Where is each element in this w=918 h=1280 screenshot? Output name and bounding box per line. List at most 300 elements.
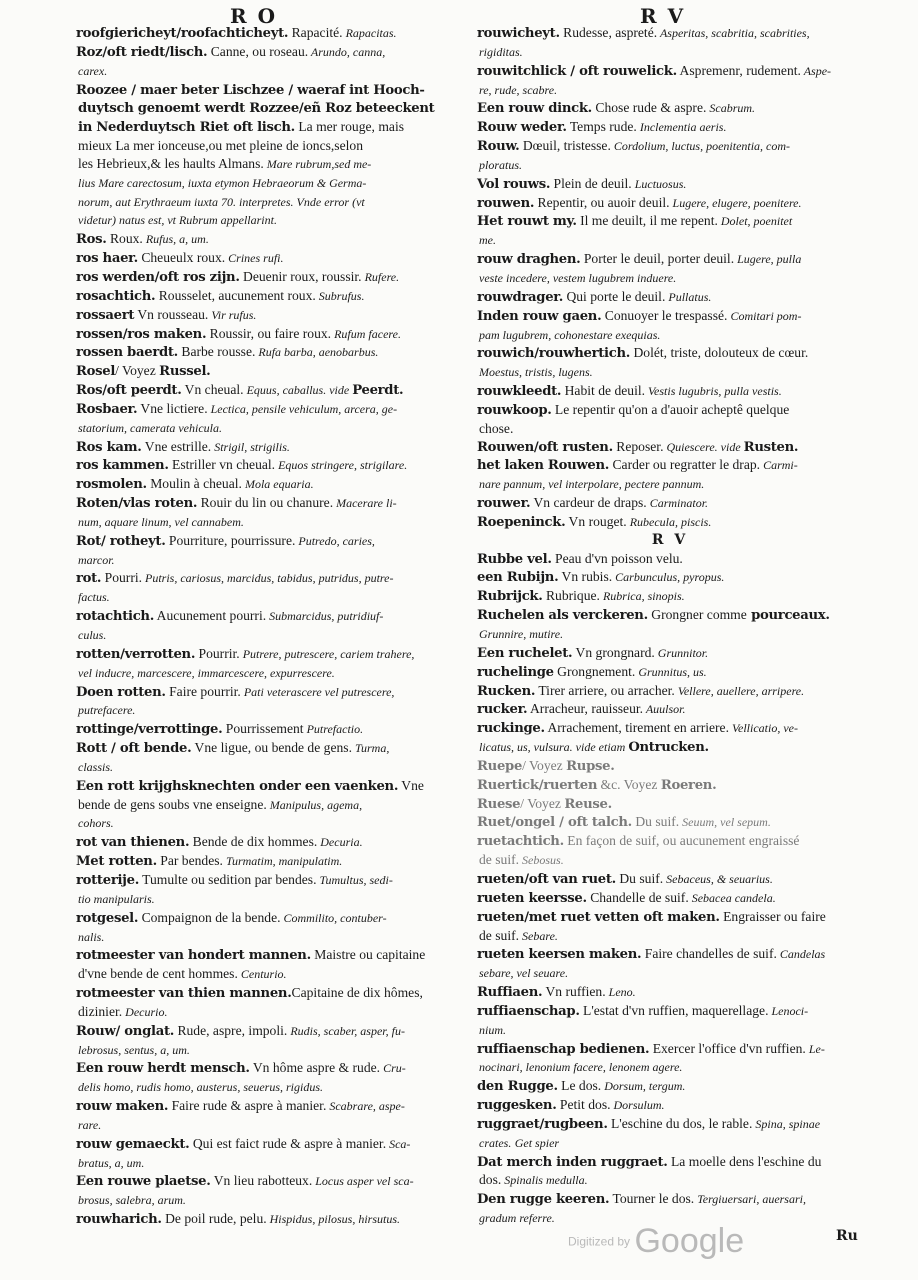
entry-line <box>477 870 863 889</box>
headword: rossen/ros maken. <box>76 326 207 342</box>
cross-reference: Rusten. <box>743 439 799 455</box>
french-gloss: Qui porte le deuil. <box>563 288 666 304</box>
headword: rouwitchlick / oft rouwelick. <box>477 63 677 79</box>
headword: in Nederduytsch Riet oft lisch. <box>78 120 295 136</box>
dictionary-entry <box>76 43 464 81</box>
entry-continuation <box>76 1154 464 1173</box>
dictionary-entry <box>76 683 464 721</box>
french-gloss: De poil rude, pelu. <box>161 1211 267 1227</box>
latin-gloss: Decuria. <box>317 835 363 850</box>
dictionary-entry <box>76 362 464 381</box>
headword: rotten/verrotten. <box>76 646 196 662</box>
latin-gloss: veste incedere, vestem lugubrem induere. <box>479 270 677 285</box>
headword: Ros kam. <box>76 439 142 455</box>
entry-line <box>76 81 464 100</box>
entry-line <box>477 62 863 81</box>
headword: ruckinge. <box>477 721 545 737</box>
headword: Ros. <box>76 232 107 248</box>
latin-gloss: delis homo, rudis homo, austerus, seuerus, rigidus. <box>78 1080 324 1095</box>
latin-gloss: crates. <box>479 1135 512 1150</box>
headword: rouwicheyt. <box>477 26 560 41</box>
french-gloss: Maistre ou capitaine <box>310 947 426 963</box>
entry-continuation <box>76 118 464 137</box>
latin-gloss: Locus asper vel sca- <box>312 1174 414 1189</box>
dictionary-entry <box>477 1077 863 1096</box>
entry-continuation <box>76 551 464 570</box>
entry-continuation <box>477 964 863 983</box>
french-gloss: de suif. <box>479 852 520 868</box>
dictionary-entry <box>477 401 863 438</box>
entry-continuation <box>76 588 464 607</box>
entry-line <box>76 268 464 287</box>
entry-line <box>76 1022 464 1041</box>
cross-reference: Peerdt. <box>352 383 404 399</box>
french-gloss: En façon de suif, ou aucunement engraissé <box>563 833 800 849</box>
dictionary-entry <box>76 306 464 325</box>
latin-gloss: Carminator. <box>646 496 709 511</box>
entry-continuation <box>477 231 863 250</box>
latin-gloss: Comitari pom- <box>727 308 802 323</box>
dictionary-entry <box>477 175 863 194</box>
french-gloss: Estriller vn cheual. <box>168 457 276 473</box>
latin-gloss: Leno. <box>605 985 636 1000</box>
headword: Roten/vlas roten. <box>76 496 198 512</box>
french-gloss: Arracheur, rauisseur. <box>527 701 644 717</box>
headword: roofgiericheyt/roofachticheyt. <box>76 26 289 41</box>
french-gloss: Reposer. <box>612 438 664 454</box>
latin-gloss: Vellere, auellere, arripere. <box>674 683 805 698</box>
dictionary-entry <box>76 230 464 249</box>
dictionary-entry <box>76 720 464 739</box>
headword: rucker. <box>477 702 528 718</box>
french-gloss: Pourri. <box>101 570 143 586</box>
latin-gloss: rigiditas. <box>479 44 523 59</box>
french-gloss: dos. <box>479 1172 502 1188</box>
french-gloss: Par bendes. <box>156 853 223 869</box>
dictionary-entry <box>477 719 863 757</box>
french-gloss: Carder ou regratter le drap. <box>609 457 761 473</box>
latin-gloss: Spinalis medulla. <box>501 1173 588 1188</box>
entry-continuation <box>76 1041 464 1060</box>
latin-gloss: Vestis lugubris, pulla vestis. <box>645 384 782 399</box>
latin-gloss: Moestus, tristis, lugens. <box>479 365 593 380</box>
french-gloss: Faire chandelles de suif. <box>641 946 777 962</box>
latin-gloss: Crines rufi. <box>225 251 284 266</box>
headword: Rosbaer. <box>76 401 138 417</box>
french-gloss: Tourner le dos. <box>609 1191 695 1207</box>
entry-line <box>477 99 863 118</box>
latin-gloss: Dorsum, tergum. <box>601 1079 686 1094</box>
latin-gloss: re, rude, scabre. <box>479 82 558 97</box>
dictionary-entry <box>76 343 464 362</box>
french-gloss: Grongner comme <box>647 607 747 623</box>
dictionary-entry <box>76 81 464 231</box>
french-gloss: de suif. <box>479 927 520 943</box>
latin-gloss: Auulsor. <box>643 702 686 717</box>
dictionary-entry <box>76 1210 464 1229</box>
dictionary-entry <box>477 118 863 137</box>
headword: Ruepe <box>477 758 523 774</box>
entry-line <box>76 852 464 871</box>
entry-continuation <box>76 193 464 212</box>
latin-gloss: nium. <box>479 1022 506 1037</box>
headword: rouw draghen. <box>477 252 581 268</box>
headword: rossen baerdt. <box>76 345 178 361</box>
headword: Rouw. <box>477 139 520 155</box>
entry-continuation <box>477 927 863 946</box>
header-right: R V <box>640 4 686 28</box>
headword: rueten keersen maken. <box>477 947 642 963</box>
latin-gloss: Centurio. <box>237 967 287 982</box>
dictionary-entry <box>477 700 863 719</box>
latin-gloss: Putris, cariosus, marcidus, tabidus, putridus, putre- <box>142 571 394 586</box>
entry-line <box>76 777 464 796</box>
entry-continuation <box>477 156 863 175</box>
latin-gloss: Inclementia aeris. <box>636 120 727 135</box>
french-gloss: L'estat d'vn ruffien, maquerellage. <box>579 1002 769 1018</box>
french-gloss: Du suif. <box>615 870 664 886</box>
headword: rueten/met ruet vetten oft maken. <box>477 909 720 925</box>
french-gloss: Vne <box>398 777 424 793</box>
latin-gloss: Aspe- <box>800 63 832 78</box>
entry-line <box>477 288 863 307</box>
dictionary-entry <box>477 1096 863 1115</box>
entry-line <box>76 946 464 965</box>
latin-gloss: Strigil, strigilis. <box>211 439 290 454</box>
entry-continuation <box>76 1116 464 1135</box>
dictionary-entry <box>477 250 863 288</box>
french-gloss: Faire rude & aspre à manier. <box>168 1098 327 1114</box>
latin-gloss: Carbunculus, pyropus. <box>612 570 725 585</box>
french-gloss: Barbe rousse. <box>177 344 256 360</box>
headword: rot. <box>76 571 102 587</box>
french-gloss: Porter le deuil, porter deuil. <box>580 251 735 267</box>
entry-line <box>76 645 464 664</box>
entry-line <box>477 307 863 326</box>
french-gloss: Moulin à cheual. <box>146 476 242 492</box>
section-heading: R V <box>651 531 689 548</box>
french-gloss: Roux. <box>106 231 143 247</box>
dictionary-entry <box>477 1153 863 1191</box>
french-gloss: Le repentir qu'on a d'auoir acheptê quelque <box>551 401 790 417</box>
entry-line <box>477 344 863 363</box>
dictionary-entry <box>477 889 863 908</box>
latin-gloss: Mola equaria. <box>241 477 314 492</box>
entry-continuation <box>76 155 464 174</box>
cross-reference: Reuse. <box>564 796 612 812</box>
cross-reference: Roeren. <box>660 777 717 793</box>
dictionary-entry <box>76 833 464 852</box>
dictionary-entry <box>477 1115 863 1153</box>
french-gloss: Il me deuilt, il me repent. <box>576 213 718 229</box>
entry-continuation <box>76 1078 464 1097</box>
latin-gloss: pam lugubrem, cohonestare exequias. <box>479 327 661 342</box>
latin-gloss: Scabrare, aspe- <box>326 1099 405 1114</box>
latin-gloss: sebare, vel seuare. <box>479 966 569 981</box>
french-gloss: Chose rude & aspre. <box>591 100 707 116</box>
entry-continuation <box>477 326 863 345</box>
dictionary-entry <box>76 249 464 268</box>
entry-line <box>477 832 863 851</box>
french-gloss: Le dos. <box>557 1078 602 1094</box>
latin-gloss: tio manipularis. <box>78 891 155 906</box>
latin-gloss: rare. <box>78 1117 102 1132</box>
entry-continuation <box>477 851 863 870</box>
french-gloss: les Hebrieux,& les haults Almans. <box>78 155 264 171</box>
latin-gloss: Pullatus. <box>665 289 712 304</box>
french-gloss: Vn rubis. <box>558 569 613 585</box>
dictionary-entry <box>76 381 464 400</box>
french-gloss: Vn hôme aspre & rude. <box>249 1060 381 1076</box>
french-gloss: / Voyez <box>522 757 567 773</box>
entry-line <box>76 438 464 457</box>
dictionary-entry <box>76 268 464 287</box>
latin-gloss: Putrere, putrescere, cariem trahere, <box>239 646 415 661</box>
latin-gloss: Putrefactio. <box>303 722 364 737</box>
entry-line <box>477 568 863 587</box>
entry-line <box>477 1153 863 1172</box>
headword: Ruffiaen. <box>477 985 543 1001</box>
latin-gloss: lius Mare carectosum, iuxta etymon Hebraeorum & Germa- <box>78 175 367 190</box>
french-gloss: Aspremenr, rudement. <box>676 62 801 78</box>
entry-line <box>76 871 464 890</box>
headword: Ruchelen als verckeren. <box>477 608 648 624</box>
headword: Den rugge keeren. <box>477 1192 610 1208</box>
entry-line <box>76 249 464 268</box>
french-gloss: Rousselet, aucunement roux. <box>155 287 316 303</box>
entry-line <box>76 909 464 928</box>
headword: Rouw weder. <box>477 120 567 136</box>
latin-gloss: Turma, <box>351 741 390 756</box>
entry-line <box>477 983 863 1002</box>
latin-gloss: Lugere, elugere, poenitere. <box>669 195 802 210</box>
dictionary-entry <box>76 852 464 871</box>
headword: Doen rotten. <box>76 684 166 700</box>
headword: rouwer. <box>477 496 531 512</box>
headword: rouwharich. <box>76 1212 162 1228</box>
entry-line <box>76 400 464 419</box>
french-gloss: dizinier. <box>78 1003 123 1019</box>
latin-gloss: Sca- <box>386 1136 411 1151</box>
entry-continuation <box>477 81 863 100</box>
latin-gloss: nare pannum, vel interpolare, pectere pannum. <box>479 477 705 492</box>
dictionary-entry <box>477 945 863 983</box>
latin-gloss: Sebare. <box>519 928 558 943</box>
dictionary-entry <box>76 287 464 306</box>
entry-line <box>477 513 863 532</box>
entry-continuation <box>477 43 863 62</box>
french-gloss: L'eschine du dos, le rable. <box>607 1115 753 1131</box>
entry-line <box>76 1059 464 1078</box>
french-gloss: Capitaine de dix hômes, <box>291 985 423 1001</box>
cross-reference: Russel. <box>159 364 211 380</box>
french-gloss: Vn cardeur de draps. <box>530 495 647 511</box>
dictionary-entry <box>477 212 863 250</box>
cross-reference: pourceaux. <box>746 608 830 624</box>
entry-continuation <box>477 625 863 644</box>
catchword: Ru <box>836 1228 858 1244</box>
entry-line <box>477 137 863 156</box>
french-gloss: Tumulte ou sedition par bendes. <box>139 871 317 887</box>
entry-line <box>477 1040 863 1059</box>
dictionary-entry <box>76 607 464 645</box>
french-gloss: Dœuil, tristesse. <box>519 138 611 154</box>
headword: den Rugge. <box>477 1079 558 1095</box>
latin-gloss: Lenoci- <box>768 1003 809 1018</box>
french-gloss: Vn grongnard. <box>572 644 655 660</box>
latin-gloss: statorium, camerata vehicula. <box>78 420 222 435</box>
entry-continuation <box>477 1021 863 1040</box>
latin-gloss: Grunnire, mutire. <box>479 627 564 641</box>
latin-gloss: Rufum facere. <box>331 326 401 341</box>
entry-line <box>477 456 863 475</box>
latin-gloss: Macerare li- <box>333 496 397 511</box>
entry-line <box>477 382 863 401</box>
dictionary-entry <box>76 1172 464 1210</box>
french-gloss: Engraisser ou faire <box>719 908 826 924</box>
entry-line <box>477 795 863 814</box>
french-gloss: Rouir du lin ou chanure. <box>197 495 334 511</box>
dictionary-entry <box>76 569 464 607</box>
headword: ruchelinge <box>477 664 554 680</box>
headword: Dat merch inden ruggraet. <box>477 1154 668 1170</box>
latin-gloss: Candelas <box>776 947 826 962</box>
french-gloss: Compaignon de la bende. <box>138 909 281 925</box>
dictionary-entry <box>477 194 863 213</box>
headword: Rucken. <box>477 683 536 699</box>
entry-line <box>76 984 464 1003</box>
latin-gloss: Rapacitas. <box>342 26 397 40</box>
latin-gloss: Rufus, a, um. <box>142 232 209 247</box>
entry-line <box>76 607 464 626</box>
headword: rouwdrager. <box>477 289 564 305</box>
latin-gloss: Mare rubrum,sed me- <box>263 156 372 171</box>
entry-continuation <box>76 99 464 118</box>
headword: rueten/oft van ruet. <box>477 871 616 887</box>
headword: ros kammen. <box>76 458 169 474</box>
latin-gloss: Sebaceus, & seuarius. <box>663 871 773 886</box>
latin-gloss: Lectica, pensile vehiculum, arcera, ge- <box>207 401 398 416</box>
dictionary-entry <box>76 1097 464 1135</box>
french-gloss: Exercer l'office d'vn ruffien. <box>649 1040 806 1056</box>
french-gloss: Deuenir roux, roussir. <box>239 268 362 284</box>
headword: Ros/oft peerdt. <box>76 383 182 399</box>
latin-gloss: Spina, spinae <box>752 1116 821 1131</box>
french-gloss: d'vne bende de cent hommes. <box>78 966 238 982</box>
entry-line <box>76 1135 464 1154</box>
latin-gloss: Carmi- <box>760 458 798 473</box>
latin-gloss: Cordolium, luctus, poenitentia, com- <box>610 139 791 154</box>
headword: ruggraet/rugbeen. <box>477 1116 608 1132</box>
entry-line <box>76 230 464 249</box>
dictionary-entry <box>477 438 863 457</box>
latin-gloss: Rubrica, sinopis. <box>599 589 685 604</box>
entry-continuation <box>477 475 863 494</box>
french-gloss: Grongnement. <box>553 663 636 679</box>
dictionary-entry <box>76 325 464 344</box>
entry-continuation <box>76 62 464 81</box>
dictionary-entry <box>477 24 863 62</box>
dictionary-entry <box>76 456 464 475</box>
entry-continuation <box>76 965 464 984</box>
entry-line <box>477 250 863 269</box>
headword: Een rouw herdt mensch. <box>76 1061 250 1077</box>
dictionary-entry <box>477 587 863 606</box>
french-gloss: La moelle dens l'eschine du <box>667 1153 822 1169</box>
entry-line <box>477 908 863 927</box>
french-gloss: Vn ruffien. <box>542 984 606 1000</box>
entry-line <box>76 362 464 381</box>
french-gloss: Vne lictiere. <box>137 400 208 416</box>
headword: rot van thienen. <box>76 835 190 851</box>
dictionary-entry <box>76 871 464 909</box>
headword: rouwkoop. <box>477 402 552 418</box>
dictionary-entry <box>76 645 464 683</box>
dictionary-entry <box>76 739 464 777</box>
latin-gloss: Rufa barba, aenobarbus. <box>255 345 379 360</box>
latin-gloss: Manipulus, agema, <box>266 797 363 812</box>
headword: ros werden/oft ros zijn. <box>76 269 240 285</box>
latin-gloss: Equos stringere, strigilare. <box>275 458 408 473</box>
french-gloss: Faire pourrir. <box>165 683 241 699</box>
entry-line <box>477 1002 863 1021</box>
latin-gloss: Asperitas, scabritia, scabrities, <box>657 26 810 40</box>
french-gloss: Vn rouget. <box>565 513 627 529</box>
latin-gloss: nocinari, lenonium facere, lenonem agere. <box>479 1060 683 1075</box>
dictionary-entry <box>477 644 863 663</box>
french-gloss: Habit de deuil. <box>561 383 646 399</box>
entry-line <box>477 401 863 420</box>
entry-line <box>76 683 464 702</box>
dictionary-entry <box>76 24 464 43</box>
entry-continuation <box>477 1058 863 1077</box>
headword: Inden rouw gaen. <box>477 308 602 324</box>
headword: ruggesken. <box>477 1098 557 1114</box>
french-gloss: Pourriture, pourrissure. <box>165 532 296 548</box>
french-gloss: &c. Voyez <box>597 776 661 792</box>
entry-line <box>477 644 863 663</box>
entry-line <box>477 212 863 231</box>
french-gloss: Rude, aspre, impoli. <box>174 1022 288 1038</box>
latin-gloss: Sebosus. <box>519 853 564 868</box>
entry-line <box>477 1077 863 1096</box>
dictionary-entry <box>477 795 863 814</box>
entry-continuation <box>76 796 464 815</box>
headword: rotachtich. <box>76 609 155 625</box>
dictionary-entry <box>76 400 464 438</box>
latin-gloss: Decurio. <box>122 1004 168 1019</box>
headword: rouw maken. <box>76 1099 169 1115</box>
french-gloss: Bende de dix hommes. <box>189 834 318 850</box>
latin-gloss: brosus, salebra, arum. <box>78 1193 186 1208</box>
entry-line <box>477 550 863 569</box>
entry-continuation <box>76 1191 464 1210</box>
entry-continuation <box>76 701 464 720</box>
entry-line <box>76 306 464 325</box>
entry-line <box>477 776 863 795</box>
right-column <box>477 24 863 1228</box>
headword: Roozee / maer beter Lischzee / waeraf int Hooch- <box>76 82 425 98</box>
latin-gloss: Luctuosus. <box>631 176 687 191</box>
french-gloss: La mer rouge, mais <box>294 119 405 135</box>
dictionary-entry <box>477 1040 863 1078</box>
entry-line <box>76 720 464 739</box>
latin-gloss: classis. <box>78 759 114 774</box>
french-gloss: Rapacité. <box>288 25 343 40</box>
dictionary-entry <box>477 568 863 587</box>
entry-line <box>76 43 464 62</box>
headword: rouwen. <box>477 195 535 211</box>
